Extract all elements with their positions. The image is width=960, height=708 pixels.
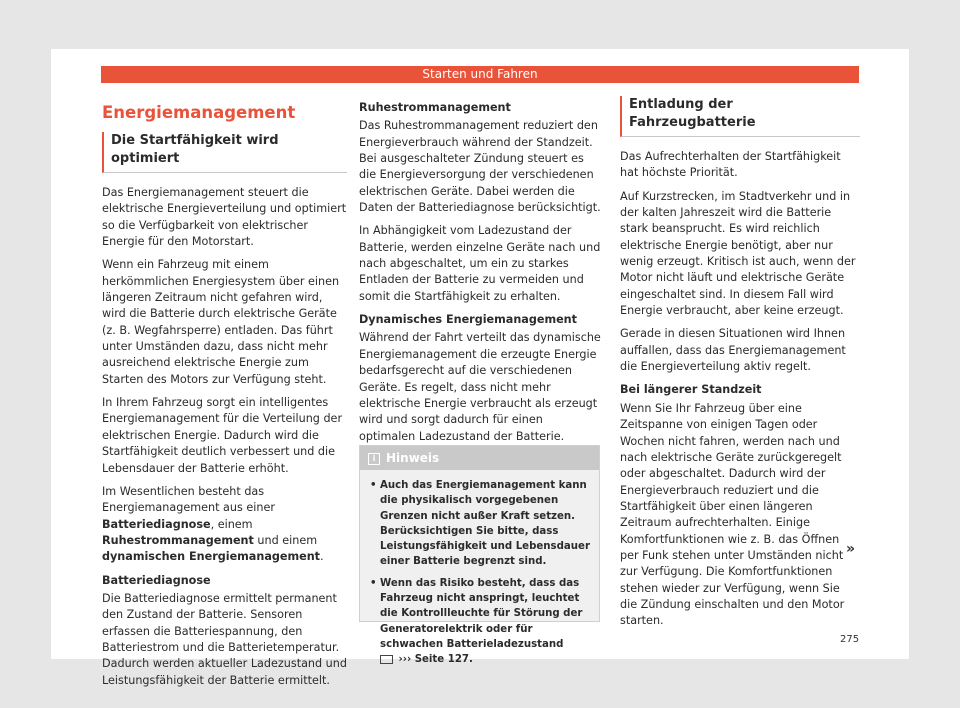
battery-icon <box>380 655 393 664</box>
subheading: Bei längerer Standzeit <box>620 383 762 397</box>
paragraph: Im Wesentlichen besteht das Energiemanagement aus einer Batteriediagnose, einem Ruhestrommanagement und einem dynamischen Energiemanagement. <box>102 484 324 564</box>
paragraph: In Ihrem Fahrzeug sorgt ein intelligentes Energiemanagement für die Verteilung der elektrischen Energie. Dadurch wird die Startfähigkeit deutlich verbessert und die Lebensdauer der Batterie erhöht. <box>102 396 343 475</box>
note-list <box>368 478 591 668</box>
note-box <box>359 445 600 666</box>
subheading: Dynamisches Energiemanagement <box>359 313 577 327</box>
section-subtitle: Die Startfähigkeit wird optimiert <box>102 132 347 173</box>
note-header: i Hinweis <box>360 446 599 470</box>
page-reference-link[interactable]: ››› Seite 127. <box>398 654 473 666</box>
column-right <box>620 96 860 637</box>
paragraph: Das Energiemanagement steuert die elektrische Energieverteilung und optimiert so die Verfügbarkeit von elektrischer Energie für den Motorstart. <box>102 186 347 249</box>
subheading: Batteriediagnose <box>102 573 211 587</box>
paragraph: Auf Kurzstrecken, im Stadtverkehr und in der kalten Jahreszeit wird die Batterie stark beansprucht. Es wird reichlich elektrische Energie benötigt, aber nur wenig erzeugt. Kritisch ist auch, wenn der Motor nicht läuft und elektrische Geräte eingeschaltet sind. In diesem Fall wird Energie verbraucht, aber keine erzeugt. <box>620 189 856 318</box>
paragraph: Das Aufrechterhalten der Startfähigkeit hat höchste Priorität. <box>620 150 841 180</box>
section-header: Starten und Fahren <box>101 66 859 83</box>
paragraph: Wenn Sie Ihr Fahrzeug über eine Zeitspanne von einigen Tagen oder Wochen nicht fahren, werden nach und nach elektrische Geräte zurückgeregelt oder abgeschaltet. Dadurch wird der Energieverbrauch reduziert und die Startfähigkeit über einen längeren Zeitraum aufrechterhalten. Einige Komfortfunktionen wie z. B. das Öffnen per Funk stehen unter Umständen nicht zur Verfügung. Die Komfortfunktionen stehen wieder zur Verfügung, wenn Sie die Zündung einschalten und den Motor starten. <box>620 401 845 628</box>
list-item: • Auch das Energiemanagement kann die physikalisch vorgegebenen Grenzen nicht außer Kraft setzen. Berücksichtigen Sie bitte, dass Leistungsfähigkeit und Lebensdauer einer Batterie begrenzt sind. <box>368 478 591 570</box>
paragraph: Die Batteriediagnose ermittelt permanent den Zustand der Batterie. Sensoren erfassen die Batteriespannung, den Batteriestrom und die Batterietemperatur. Dadurch werden aktueller Ladezustand und Leistungsfähigkeit der Batterie ermittelt. <box>102 591 347 687</box>
paragraph: Während der Fahrt verteilt das dynamische Energiemanagement die erzeugte Energie bedarfsgerecht auf die verschiedenen Geräte. Es regelt, dass nicht mehr elektrische Energie verbraucht als erzeugt wird und sorgt dadurch für einen optimalen Ladezustand der Batterie. <box>359 331 601 443</box>
paragraph: Gerade in diesen Situationen wird Ihnen auffallen, dass das Energiemanagement die Energieverteilung aktiv regelt. <box>620 327 846 374</box>
paragraph: Wenn ein Fahrzeug mit einem herkömmlichen Energiesystem über einen längeren Zeitraum nicht gefahren wird, wird die Batterie durch elektrische Geräte (z. B. Wegfahrsperre) entladen. Das führt unter Umständen dazu, dass nicht mehr ausreichend elektrische Energie zum Starten des Motors zur Verfügung steht. <box>102 258 340 386</box>
info-icon: i <box>368 453 380 465</box>
continue-marker: » <box>846 541 856 557</box>
section-title: Entladung der Fahrzeugbatterie <box>620 96 860 137</box>
column-left <box>102 96 347 696</box>
page-title: Energiemanagement <box>102 103 296 122</box>
paragraph: In Abhängigkeit vom Ladezustand der Batterie, werden einzelne Geräte nach und nach abgeschaltet, um ein zu starkes Entladen der Batterie zu vermeiden und somit die Startfähigkeit zu erhalten. <box>359 224 601 303</box>
column-middle <box>359 100 602 452</box>
list-item: • Wenn das Risiko besteht, dass das Fahrzeug nicht anspringt, leuchtet die Kontrollleuchte für Störung der Generatorelektrik oder für schwachen Batterieladezustand ››› Seite 127. <box>368 576 591 668</box>
page-number: 275 <box>840 634 860 645</box>
paragraph: Das Ruhestrommanagement reduziert den Energieverbrauch während der Standzeit. Bei ausgeschalteter Zündung steuert es die Energieversorgung der verschiedenen elektrischen Geräte. Dabei werden die Daten der Batteriediagnose berücksichtigt. <box>359 119 601 215</box>
subheading: Ruhestrommanagement <box>359 101 511 114</box>
